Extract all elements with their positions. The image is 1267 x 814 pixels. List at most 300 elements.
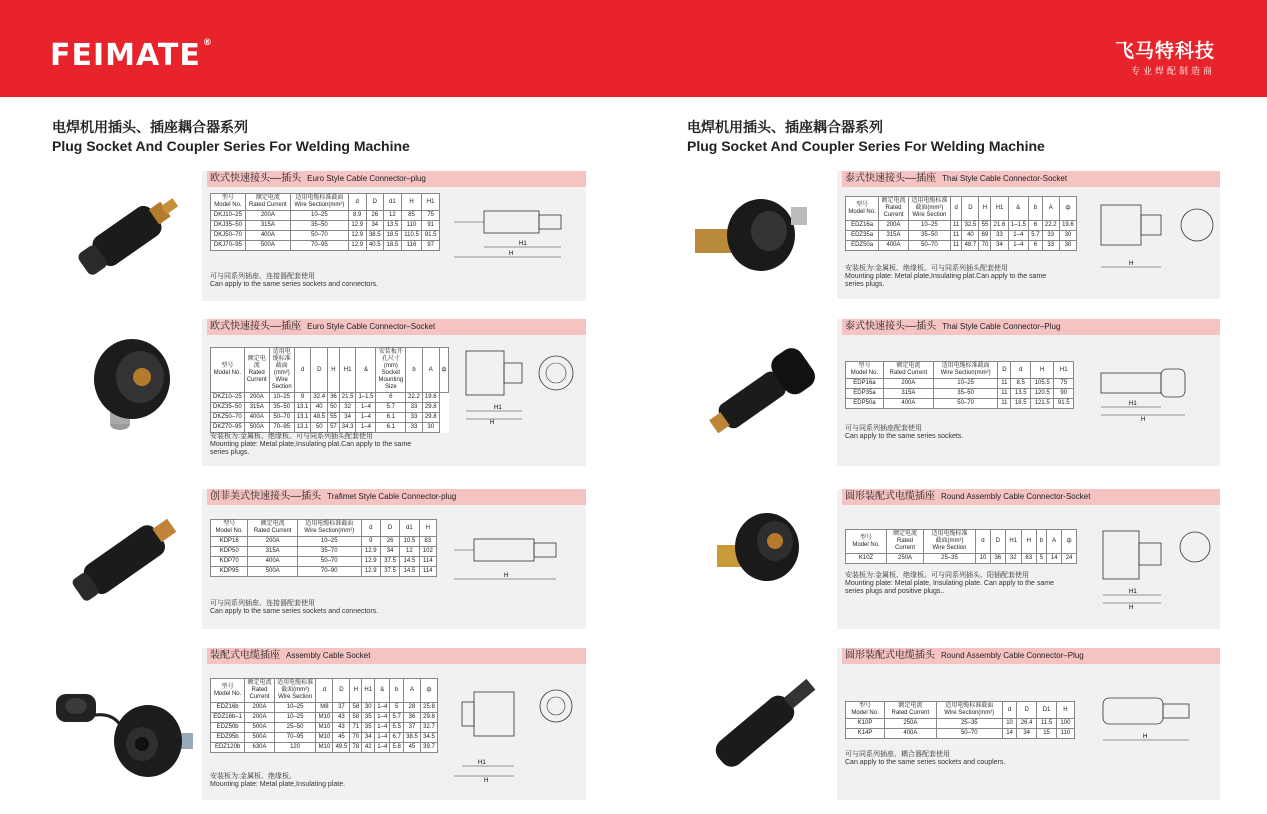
dim-h1: H1 bbox=[1129, 589, 1137, 595]
column-header: 额定电流 Rated Current bbox=[248, 520, 297, 537]
table-cell: 24 bbox=[1062, 554, 1077, 564]
dim-h: H bbox=[1143, 734, 1148, 740]
dim-h: H bbox=[1129, 261, 1134, 267]
table-header-row bbox=[211, 520, 437, 537]
column-header: D bbox=[380, 520, 399, 537]
table-cell: 400A bbox=[885, 729, 937, 739]
table-cell: 18.5 bbox=[384, 231, 402, 241]
column-header: b bbox=[406, 348, 423, 393]
table-cell: 11 bbox=[998, 379, 1011, 389]
table-cell: 91.5 bbox=[1054, 399, 1074, 409]
brand-tagline: 专业焊配制造商 bbox=[1130, 66, 1215, 76]
table-cell: 90 bbox=[1054, 389, 1074, 399]
table-cell: 58 bbox=[350, 713, 362, 723]
column-header: D bbox=[333, 679, 350, 703]
table-cell: 121.5 bbox=[1030, 399, 1053, 409]
table-cell: 50–70 bbox=[290, 231, 348, 241]
table-cell: 400A bbox=[244, 413, 269, 423]
table-cell: 5 bbox=[390, 703, 404, 713]
table-cell: 14.5 bbox=[400, 557, 419, 567]
brand-name: 飞马特科技 bbox=[1114, 41, 1215, 62]
table-cell: 5.5 bbox=[390, 723, 404, 733]
spec-table bbox=[210, 678, 438, 753]
table-cell: 57 bbox=[328, 423, 340, 433]
column-header: 适用电缆标准截面 Wire Section(mm²) bbox=[290, 194, 348, 211]
column-header: 适用电缆标准 截面(mm²) Wire Section bbox=[274, 679, 316, 703]
column-header: d bbox=[950, 197, 962, 221]
table-cell: 250A bbox=[885, 719, 937, 729]
table-cell: 32 bbox=[339, 403, 356, 413]
table-cell: 50–70 bbox=[269, 413, 294, 423]
table-header-row bbox=[846, 530, 1077, 554]
table-row bbox=[211, 221, 440, 231]
logo-text: FEIMATE bbox=[50, 38, 201, 73]
table-cell: 11 bbox=[950, 231, 962, 241]
table-cell: EDP16a bbox=[846, 379, 884, 389]
table-cell: 35 bbox=[362, 713, 375, 723]
table-cell: 10–25 bbox=[290, 211, 348, 221]
left-title-en: Plug Socket And Coupler Series For Welding Machine bbox=[52, 138, 410, 154]
table-cell: 35–50 bbox=[290, 221, 348, 231]
column-header: d bbox=[976, 530, 991, 554]
table-cell: 36 bbox=[990, 554, 1005, 564]
table-cell: 14 bbox=[1047, 554, 1062, 564]
table-cell: 34 bbox=[366, 221, 384, 231]
column-header: H bbox=[1056, 702, 1074, 719]
right-page-title bbox=[687, 117, 1045, 154]
table-cell: 250A bbox=[887, 554, 924, 564]
table-cell: 12.9 bbox=[361, 557, 380, 567]
table-cell: 1–4 bbox=[375, 743, 390, 753]
table-cell: M10 bbox=[316, 713, 333, 723]
table-cell: 1–4 bbox=[375, 713, 390, 723]
table-cell: 1–4 bbox=[375, 733, 390, 743]
registered-mark: ® bbox=[202, 38, 213, 48]
section-note bbox=[845, 572, 1054, 596]
column-header: D bbox=[1017, 702, 1037, 719]
table-cell: 500A bbox=[244, 423, 269, 433]
table-cell: EDZ95b bbox=[211, 733, 245, 743]
table-cell: 13.1 bbox=[294, 423, 311, 433]
table-cell: M8 bbox=[316, 703, 333, 713]
table-row bbox=[211, 241, 440, 251]
table-cell: 38.5 bbox=[366, 231, 384, 241]
table-cell: DKZ70–95 bbox=[211, 423, 245, 433]
table-cell: 35 bbox=[362, 723, 375, 733]
table-cell: 400A bbox=[883, 399, 933, 409]
section-title-en: Trafimet Style Cable Connector-plug bbox=[327, 492, 457, 501]
table-cell: 29.8 bbox=[422, 403, 439, 413]
euro-plug-photo bbox=[52, 171, 202, 301]
table-cell: DKJ35–50 bbox=[211, 221, 246, 231]
column-header: H1 bbox=[422, 194, 440, 211]
table-cell: 30 bbox=[1059, 231, 1076, 241]
section-title-en: Round Assembly Cable Connector-Socket bbox=[941, 492, 1091, 501]
table-cell: 78 bbox=[350, 743, 362, 753]
table-cell: 11 bbox=[950, 221, 962, 231]
table-row bbox=[846, 729, 1075, 739]
table-cell: 6 bbox=[376, 393, 406, 403]
section-title-en: Euro Style Cable Connector–Socket bbox=[307, 322, 436, 331]
table-cell: K14P bbox=[846, 729, 885, 739]
table-cell: 36 bbox=[403, 713, 420, 723]
section-note bbox=[210, 273, 378, 289]
dimension-drawing bbox=[1083, 688, 1219, 748]
dimension-drawing bbox=[446, 345, 584, 425]
table-cell: DKZ35–50 bbox=[211, 403, 245, 413]
table-header-row bbox=[846, 362, 1074, 379]
table-cell: 85 bbox=[401, 211, 422, 221]
card-assembly-socket bbox=[52, 648, 586, 800]
table-cell: 34 bbox=[380, 547, 399, 557]
column-header: & bbox=[356, 348, 376, 393]
table-cell: 12.9 bbox=[348, 231, 366, 241]
column-header: D bbox=[990, 530, 1005, 554]
table-row bbox=[211, 567, 437, 577]
table-cell: 37 bbox=[333, 703, 350, 713]
section-title-cn: 欧式快速接头––插头 bbox=[210, 173, 302, 184]
table-cell: DKJ50–70 bbox=[211, 231, 246, 241]
section-title-bar bbox=[207, 489, 586, 505]
column-header: b bbox=[1036, 530, 1047, 554]
dim-h: H bbox=[1129, 605, 1134, 609]
table-cell: 33 bbox=[1042, 231, 1059, 241]
table-cell: 100 bbox=[1056, 719, 1074, 729]
table-cell: 35–50 bbox=[908, 231, 950, 241]
note-cn: 安装板为:金属板、绝缘板。可与同系列插头配套使用 bbox=[210, 433, 373, 440]
table-row bbox=[211, 723, 438, 733]
table-cell: 30 bbox=[422, 423, 439, 433]
table-cell: 39.7 bbox=[420, 743, 437, 753]
table-cell: 48.7 bbox=[962, 241, 979, 251]
column-header: 型号 Model No. bbox=[211, 520, 248, 537]
column-header: H bbox=[401, 194, 422, 211]
spec-table bbox=[210, 347, 449, 433]
dim-h1: H1 bbox=[478, 760, 486, 766]
table-cell: 40 bbox=[311, 403, 328, 413]
table-cell: EDZ35a bbox=[846, 231, 879, 241]
table-cell: 70–95 bbox=[290, 241, 348, 251]
column-header: D bbox=[998, 362, 1011, 379]
card-euro-plug bbox=[52, 171, 586, 301]
right-title-cn: 电焊机用插头、插座耦合器系列 bbox=[687, 119, 883, 135]
dim-h: H bbox=[1141, 417, 1146, 421]
table-cell: 11 bbox=[998, 399, 1011, 409]
spec-table bbox=[845, 529, 1077, 564]
thai-plug-photo bbox=[687, 319, 837, 466]
card-thai-socket bbox=[687, 171, 1220, 299]
column-header: 额定电流 Rated Current bbox=[885, 702, 937, 719]
table-cell: 49.5 bbox=[333, 743, 350, 753]
column-header: d1 bbox=[400, 520, 419, 537]
section-title-en: Assembly Cable Socket bbox=[286, 651, 371, 660]
table-cell: 315A bbox=[248, 547, 297, 557]
table-cell: 58 bbox=[350, 703, 362, 713]
table-cell: 12.9 bbox=[348, 221, 366, 231]
table-cell: 35–50 bbox=[269, 403, 294, 413]
table-cell: 10.5 bbox=[400, 537, 419, 547]
table-cell: M10 bbox=[316, 743, 333, 753]
trafimet-plug-photo bbox=[52, 489, 202, 629]
column-header: d bbox=[294, 348, 311, 393]
table-cell: 13.5 bbox=[1011, 389, 1031, 399]
left-title-cn: 电焊机用插头、插座耦合器系列 bbox=[52, 119, 248, 135]
table-cell: 69 bbox=[979, 231, 991, 241]
table-cell: 200A bbox=[244, 393, 269, 403]
table-cell: 91 bbox=[422, 221, 440, 231]
table-cell: 315A bbox=[245, 221, 290, 231]
table-cell: 110 bbox=[1056, 729, 1074, 739]
round-plug-photo bbox=[687, 648, 837, 800]
table-cell: KDP70 bbox=[211, 557, 248, 567]
section-note bbox=[845, 751, 1005, 767]
section-title-bar bbox=[842, 489, 1220, 505]
table-cell: 33 bbox=[1042, 241, 1059, 251]
table-cell: 105.5 bbox=[1030, 379, 1053, 389]
note-cn: 安装板为:金属板、绝缘板。可与同系列插头、阳插配套使用 bbox=[845, 572, 1029, 579]
table-cell: EDP35a bbox=[846, 389, 884, 399]
table-cell: 32.7 bbox=[420, 723, 437, 733]
table-cell: 315A bbox=[883, 389, 933, 399]
note-en: Can apply to the same series sockets and couplers. bbox=[845, 759, 1006, 766]
table-cell: 28 bbox=[403, 703, 420, 713]
note-cn: 可与同系列插座、连接器配套使用 bbox=[210, 600, 315, 607]
table-cell: 33 bbox=[406, 403, 423, 413]
column-header: ф bbox=[1062, 530, 1077, 554]
product-photo bbox=[52, 489, 202, 629]
section-note bbox=[845, 425, 963, 441]
column-header: 额定电流 Rated Current bbox=[879, 197, 909, 221]
table-cell: 55 bbox=[328, 413, 340, 423]
product-photo bbox=[687, 319, 837, 466]
table-cell: DKJ70–95 bbox=[211, 241, 246, 251]
column-header: 型号 Model No. bbox=[846, 197, 879, 221]
table-header-row bbox=[211, 348, 449, 393]
table-cell: 71 bbox=[350, 723, 362, 733]
table-cell: 5.7 bbox=[1029, 231, 1043, 241]
table-row bbox=[846, 719, 1075, 729]
column-header: H bbox=[979, 197, 991, 221]
table-cell: 10–25 bbox=[269, 393, 294, 403]
note-en: Mounting plate: Metal plate, Insulating plate. Can apply to the same bbox=[845, 580, 1054, 587]
table-cell: 120 bbox=[274, 743, 316, 753]
table-cell: 18.5 bbox=[384, 241, 402, 251]
table-row bbox=[211, 423, 449, 433]
table-cell: 75 bbox=[422, 211, 440, 221]
section-title-cn: 创菲美式快速接头––插头 bbox=[210, 491, 322, 502]
table-row bbox=[211, 537, 437, 547]
note-en: Can apply to the same series sockets and connectors. bbox=[210, 608, 379, 615]
table-cell: 114 bbox=[419, 557, 436, 567]
table-cell: 500A bbox=[245, 733, 275, 743]
column-header: H1 bbox=[339, 348, 356, 393]
column-header: ф bbox=[420, 679, 437, 703]
product-photo bbox=[52, 171, 202, 301]
table-cell: 5.7 bbox=[390, 713, 404, 723]
spec-table bbox=[845, 361, 1074, 409]
table-cell: 91.5 bbox=[422, 231, 440, 241]
product-photo bbox=[52, 319, 202, 466]
table-cell: 10 bbox=[1003, 719, 1017, 729]
card-round-plug bbox=[687, 648, 1220, 800]
table-cell: 8.9 bbox=[348, 211, 366, 221]
table-cell: 315A bbox=[879, 231, 909, 241]
table-cell: EDZ16b–1 bbox=[211, 713, 245, 723]
section-note bbox=[210, 600, 378, 616]
table-cell: 25–35 bbox=[923, 554, 975, 564]
column-header: 型号 Model No. bbox=[846, 362, 884, 379]
note-en: Mounting plate: Metal plate,Insulating plat.Can apply to the same bbox=[210, 441, 412, 448]
table-cell: DKZ10–25 bbox=[211, 393, 245, 403]
table-cell: 12.9 bbox=[348, 241, 366, 251]
column-header: ф bbox=[439, 348, 449, 393]
table-cell: 30 bbox=[362, 703, 375, 713]
table-cell: 12 bbox=[400, 547, 419, 557]
column-header: 型号 Model No. bbox=[211, 194, 246, 211]
table-cell: 36 bbox=[328, 393, 340, 403]
table-row bbox=[846, 389, 1074, 399]
table-row bbox=[211, 211, 440, 221]
column-header: d bbox=[316, 679, 333, 703]
table-cell: 75 bbox=[1054, 379, 1074, 389]
table-cell: 6.7 bbox=[390, 733, 404, 743]
column-header: 适用电缆标准截面 Wire Section(mm²) bbox=[297, 520, 361, 537]
column-header: H bbox=[1021, 530, 1036, 554]
table-cell: 500A bbox=[245, 241, 290, 251]
column-header: 额定电流 Rated Current bbox=[245, 194, 290, 211]
table-cell: 11 bbox=[950, 241, 962, 251]
section-note bbox=[210, 433, 411, 457]
dimension-drawing bbox=[444, 529, 584, 589]
table-row bbox=[211, 413, 449, 423]
section-title-cn: 泰式快速接头––插头 bbox=[845, 321, 937, 332]
brand-block bbox=[1115, 36, 1215, 77]
table-cell: 50–70 bbox=[936, 729, 1002, 739]
column-header: D bbox=[962, 197, 979, 221]
table-cell: DKZ50–70 bbox=[211, 413, 245, 423]
column-header: H1 bbox=[1005, 530, 1021, 554]
column-header: 型号 Model No. bbox=[846, 530, 887, 554]
table-cell: 6 bbox=[1029, 241, 1043, 251]
dimension-drawing bbox=[1083, 197, 1219, 277]
table-cell: 21.6 bbox=[991, 221, 1008, 231]
table-cell: 630A bbox=[245, 743, 275, 753]
table-cell: 1–4 bbox=[1008, 231, 1029, 241]
table-cell: 40.5 bbox=[366, 241, 384, 251]
spec-table bbox=[845, 701, 1075, 739]
table-header-row bbox=[211, 194, 440, 211]
table-header-row bbox=[846, 702, 1075, 719]
table-cell: 70 bbox=[350, 733, 362, 743]
table-cell: 50 bbox=[311, 423, 328, 433]
table-cell: 43 bbox=[333, 723, 350, 733]
table-cell: 5.7 bbox=[376, 403, 406, 413]
table-cell: 1–1.5 bbox=[1008, 221, 1029, 231]
table-cell: 33 bbox=[406, 413, 423, 423]
note-cn: 可与同系列插座配套使用 bbox=[845, 425, 922, 432]
column-header: H1 bbox=[362, 679, 375, 703]
table-cell: 1–4 bbox=[356, 423, 376, 433]
table-cell: 34 bbox=[1017, 729, 1037, 739]
dim-h: H bbox=[504, 573, 509, 579]
table-cell: 120.5 bbox=[1030, 389, 1053, 399]
table-cell: 37.5 bbox=[380, 567, 399, 577]
table-cell: 32 bbox=[1005, 554, 1021, 564]
section-title-bar bbox=[842, 171, 1220, 187]
table-cell: 6.1 bbox=[376, 423, 406, 433]
table-cell: 1–4 bbox=[356, 403, 376, 413]
table-cell: 500A bbox=[248, 567, 297, 577]
table-row bbox=[211, 703, 438, 713]
product-photo bbox=[52, 648, 202, 800]
product-photo bbox=[687, 489, 837, 629]
column-header: H bbox=[328, 348, 340, 393]
spec-table bbox=[845, 196, 1077, 251]
table-cell: 50 bbox=[328, 403, 340, 413]
table-row bbox=[846, 379, 1074, 389]
table-cell: EDZ50a bbox=[846, 241, 879, 251]
table-row bbox=[211, 403, 449, 413]
table-cell: 34 bbox=[362, 733, 375, 743]
table-row bbox=[846, 554, 1077, 564]
table-cell: 26 bbox=[380, 537, 399, 547]
column-header: H1 bbox=[1054, 362, 1074, 379]
card-round-socket bbox=[687, 489, 1220, 629]
note-en: Mounting plate: Metal plate,Insulating plat.Can apply to the same bbox=[845, 273, 1047, 280]
table-cell: 40 bbox=[962, 231, 979, 241]
section-title-cn: 欧式快速接头––插座 bbox=[210, 321, 302, 332]
section-title-en: Thai Style Cable Connector-Socket bbox=[942, 174, 1068, 183]
table-cell: 5 bbox=[1036, 554, 1047, 564]
right-title-en: Plug Socket And Coupler Series For Welding Machine bbox=[687, 138, 1045, 154]
column-header: H bbox=[350, 679, 362, 703]
note-en-2: series plugs. bbox=[210, 449, 250, 456]
column-header: 额定电流 Rated Current bbox=[883, 362, 933, 379]
dim-h1: H1 bbox=[494, 405, 502, 411]
table-cell: 22.2 bbox=[1042, 221, 1059, 231]
section-title-bar bbox=[842, 319, 1220, 335]
table-cell: 11 bbox=[998, 389, 1011, 399]
dimension-drawing bbox=[444, 199, 584, 269]
table-cell: 50–70 bbox=[908, 241, 950, 251]
dim-h1: H1 bbox=[1129, 401, 1137, 407]
table-cell: 48.5 bbox=[311, 413, 328, 423]
table-cell: 15 bbox=[1037, 729, 1057, 739]
table-cell: 10 bbox=[976, 554, 991, 564]
note-en: Can apply to the same series sockets. bbox=[845, 433, 964, 440]
dimension-drawing bbox=[444, 678, 584, 784]
table-cell: 116 bbox=[401, 241, 422, 251]
table-cell: 42 bbox=[362, 743, 375, 753]
section-title-cn: 圆形装配式电缆插头 bbox=[845, 650, 935, 661]
feimate-logo bbox=[50, 38, 213, 73]
table-cell: EDZ16b bbox=[211, 703, 245, 713]
table-cell: 21.5 bbox=[339, 393, 356, 403]
table-row bbox=[211, 713, 438, 723]
table-cell: K10P bbox=[846, 719, 885, 729]
table-cell: 35–70 bbox=[297, 547, 361, 557]
round-socket-photo bbox=[687, 489, 837, 629]
table-cell: 1–4 bbox=[375, 723, 390, 733]
table-cell: 200A bbox=[883, 379, 933, 389]
table-cell: 1–1.5 bbox=[356, 393, 376, 403]
euro-socket-photo bbox=[52, 319, 202, 466]
dim-h: H bbox=[490, 420, 495, 425]
section-title-en: Round Assembly Cable Connector–Plug bbox=[941, 651, 1084, 660]
table-row bbox=[846, 241, 1077, 251]
table-cell: 70–95 bbox=[274, 733, 316, 743]
card-thai-plug bbox=[687, 319, 1220, 466]
